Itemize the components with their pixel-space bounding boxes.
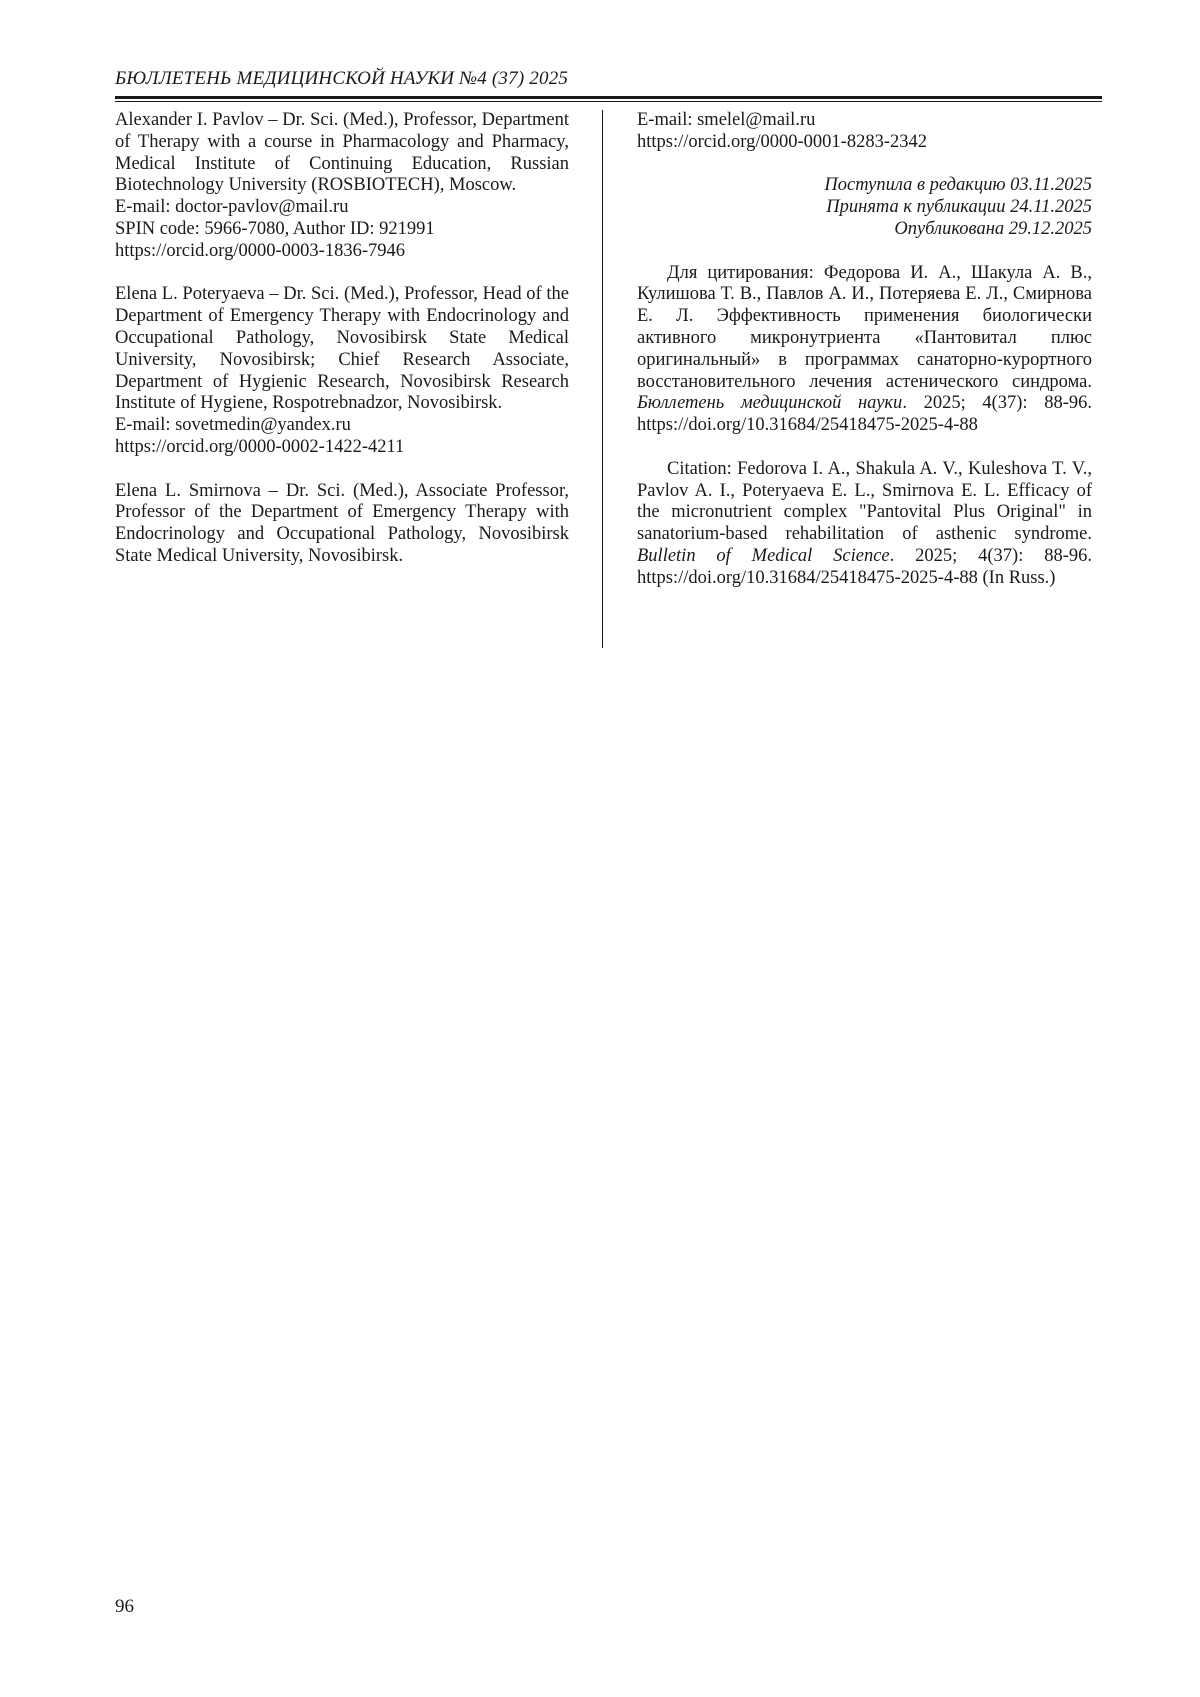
author-pavlov-orcid: https://orcid.org/0000-0003-1836-7946 bbox=[115, 240, 405, 261]
date-accepted: Принята к публикации 24.11.2025 bbox=[826, 197, 1092, 218]
author-smirnova-contacts bbox=[637, 110, 1092, 154]
author-smirnova-orcid: https://orcid.org/0000-0001-8283-2342 bbox=[637, 131, 927, 152]
right-column bbox=[637, 110, 1092, 611]
column-divider bbox=[602, 110, 603, 648]
citation-russian bbox=[637, 263, 1092, 437]
citation-ru-tail: . 2025; 4(37): 88-96. https://doi.org/10.31684/25418475-2025-4-88 bbox=[637, 393, 1092, 436]
citation-english bbox=[637, 459, 1092, 590]
author-poteryaeva-orcid: https://orcid.org/0000-0002-1422-4211 bbox=[115, 436, 405, 457]
author-smirnova bbox=[115, 481, 569, 568]
author-pavlov-email: E-mail: doctor-pavlov@mail.ru bbox=[115, 197, 349, 218]
publication-dates bbox=[637, 175, 1092, 240]
author-pavlov-spin: SPIN code: 5966-7080, Author ID: 921991 bbox=[115, 218, 435, 239]
header-rule-thin bbox=[115, 101, 1102, 102]
date-published: Опубликована 29.12.2025 bbox=[894, 218, 1092, 239]
citation-en-journal: Bulletin of Medical Science bbox=[637, 545, 890, 566]
date-received: Поступила в редакцию 03.11.2025 bbox=[824, 175, 1092, 196]
left-column bbox=[115, 110, 569, 590]
author-poteryaeva bbox=[115, 284, 569, 458]
citation-ru-journal: Бюллетень медицинской науки bbox=[637, 393, 903, 414]
author-pavlov-bio: Alexander I. Pavlov – Dr. Sci. (Med.), Professor, Department of Therapy with a course in Pharmacology and Pharmacy, Medical Institute of Continuing Education, Russian Biotechnology University (ROSBIOTECH), Moscow. bbox=[115, 110, 569, 196]
running-title: БЮЛЛЕТЕНЬ МЕДИЦИНСКОЙ НАУКИ №4 (37) 2025 bbox=[115, 68, 569, 89]
page-number: 96 bbox=[115, 1596, 134, 1617]
citation-en-tail: . 2025; 4(37): 88-96. https://doi.org/10.31684/25418475-2025-4-88 (In Russ.) bbox=[637, 545, 1093, 588]
author-poteryaeva-email: E-mail: sovetmedin@yandex.ru bbox=[115, 415, 351, 436]
citation-ru-text: Для цитирования: Федорова И. А., Шакула А. В., Кулишова Т. В., Павлов А. И., Потеряева Е. Л., Смирнова Е. Л. Эффективность применения биологически активного микронутриента «Пантовитал плюс оригинальный» в программах санаторно-курортного восстановительного лечения астенического синдрома. bbox=[637, 262, 1092, 392]
author-pavlov bbox=[115, 110, 569, 263]
author-poteryaeva-bio: Elena L. Poteryaeva – Dr. Sci. (Med.), Professor, Head of the Department of Emergency Therapy with Endocrinology and Occupational Pathology, Novosibirsk State Medical University, Novosibirsk; Chief Research Associate, Department of Hygienic Research, Novosibirsk Research Institute of Hygiene, Rospotrebnadzor, Novosibirsk. bbox=[115, 284, 569, 414]
author-smirnova-email: E-mail: smelel@mail.ru bbox=[637, 110, 816, 130]
author-smirnova-bio: Elena L. Smirnova – Dr. Sci. (Med.), Associate Professor, Professor of the Department of Emergency Therapy with Endocrinology and Occupational Pathology, Novosibirsk State Medical University, Novosibirsk. bbox=[115, 480, 569, 566]
citation-en-text: Citation: Fedorova I. A., Shakula A. V., Kuleshova T. V., Pavlov A. I., Poteryaeva E. L., Smirnova E. L. Efficacy of the micronutrient complex "Pantovital Plus Original" in sanatorium-based rehabilitation of asthenic syndrome. bbox=[637, 458, 1092, 545]
header-rule-thick bbox=[115, 96, 1102, 99]
